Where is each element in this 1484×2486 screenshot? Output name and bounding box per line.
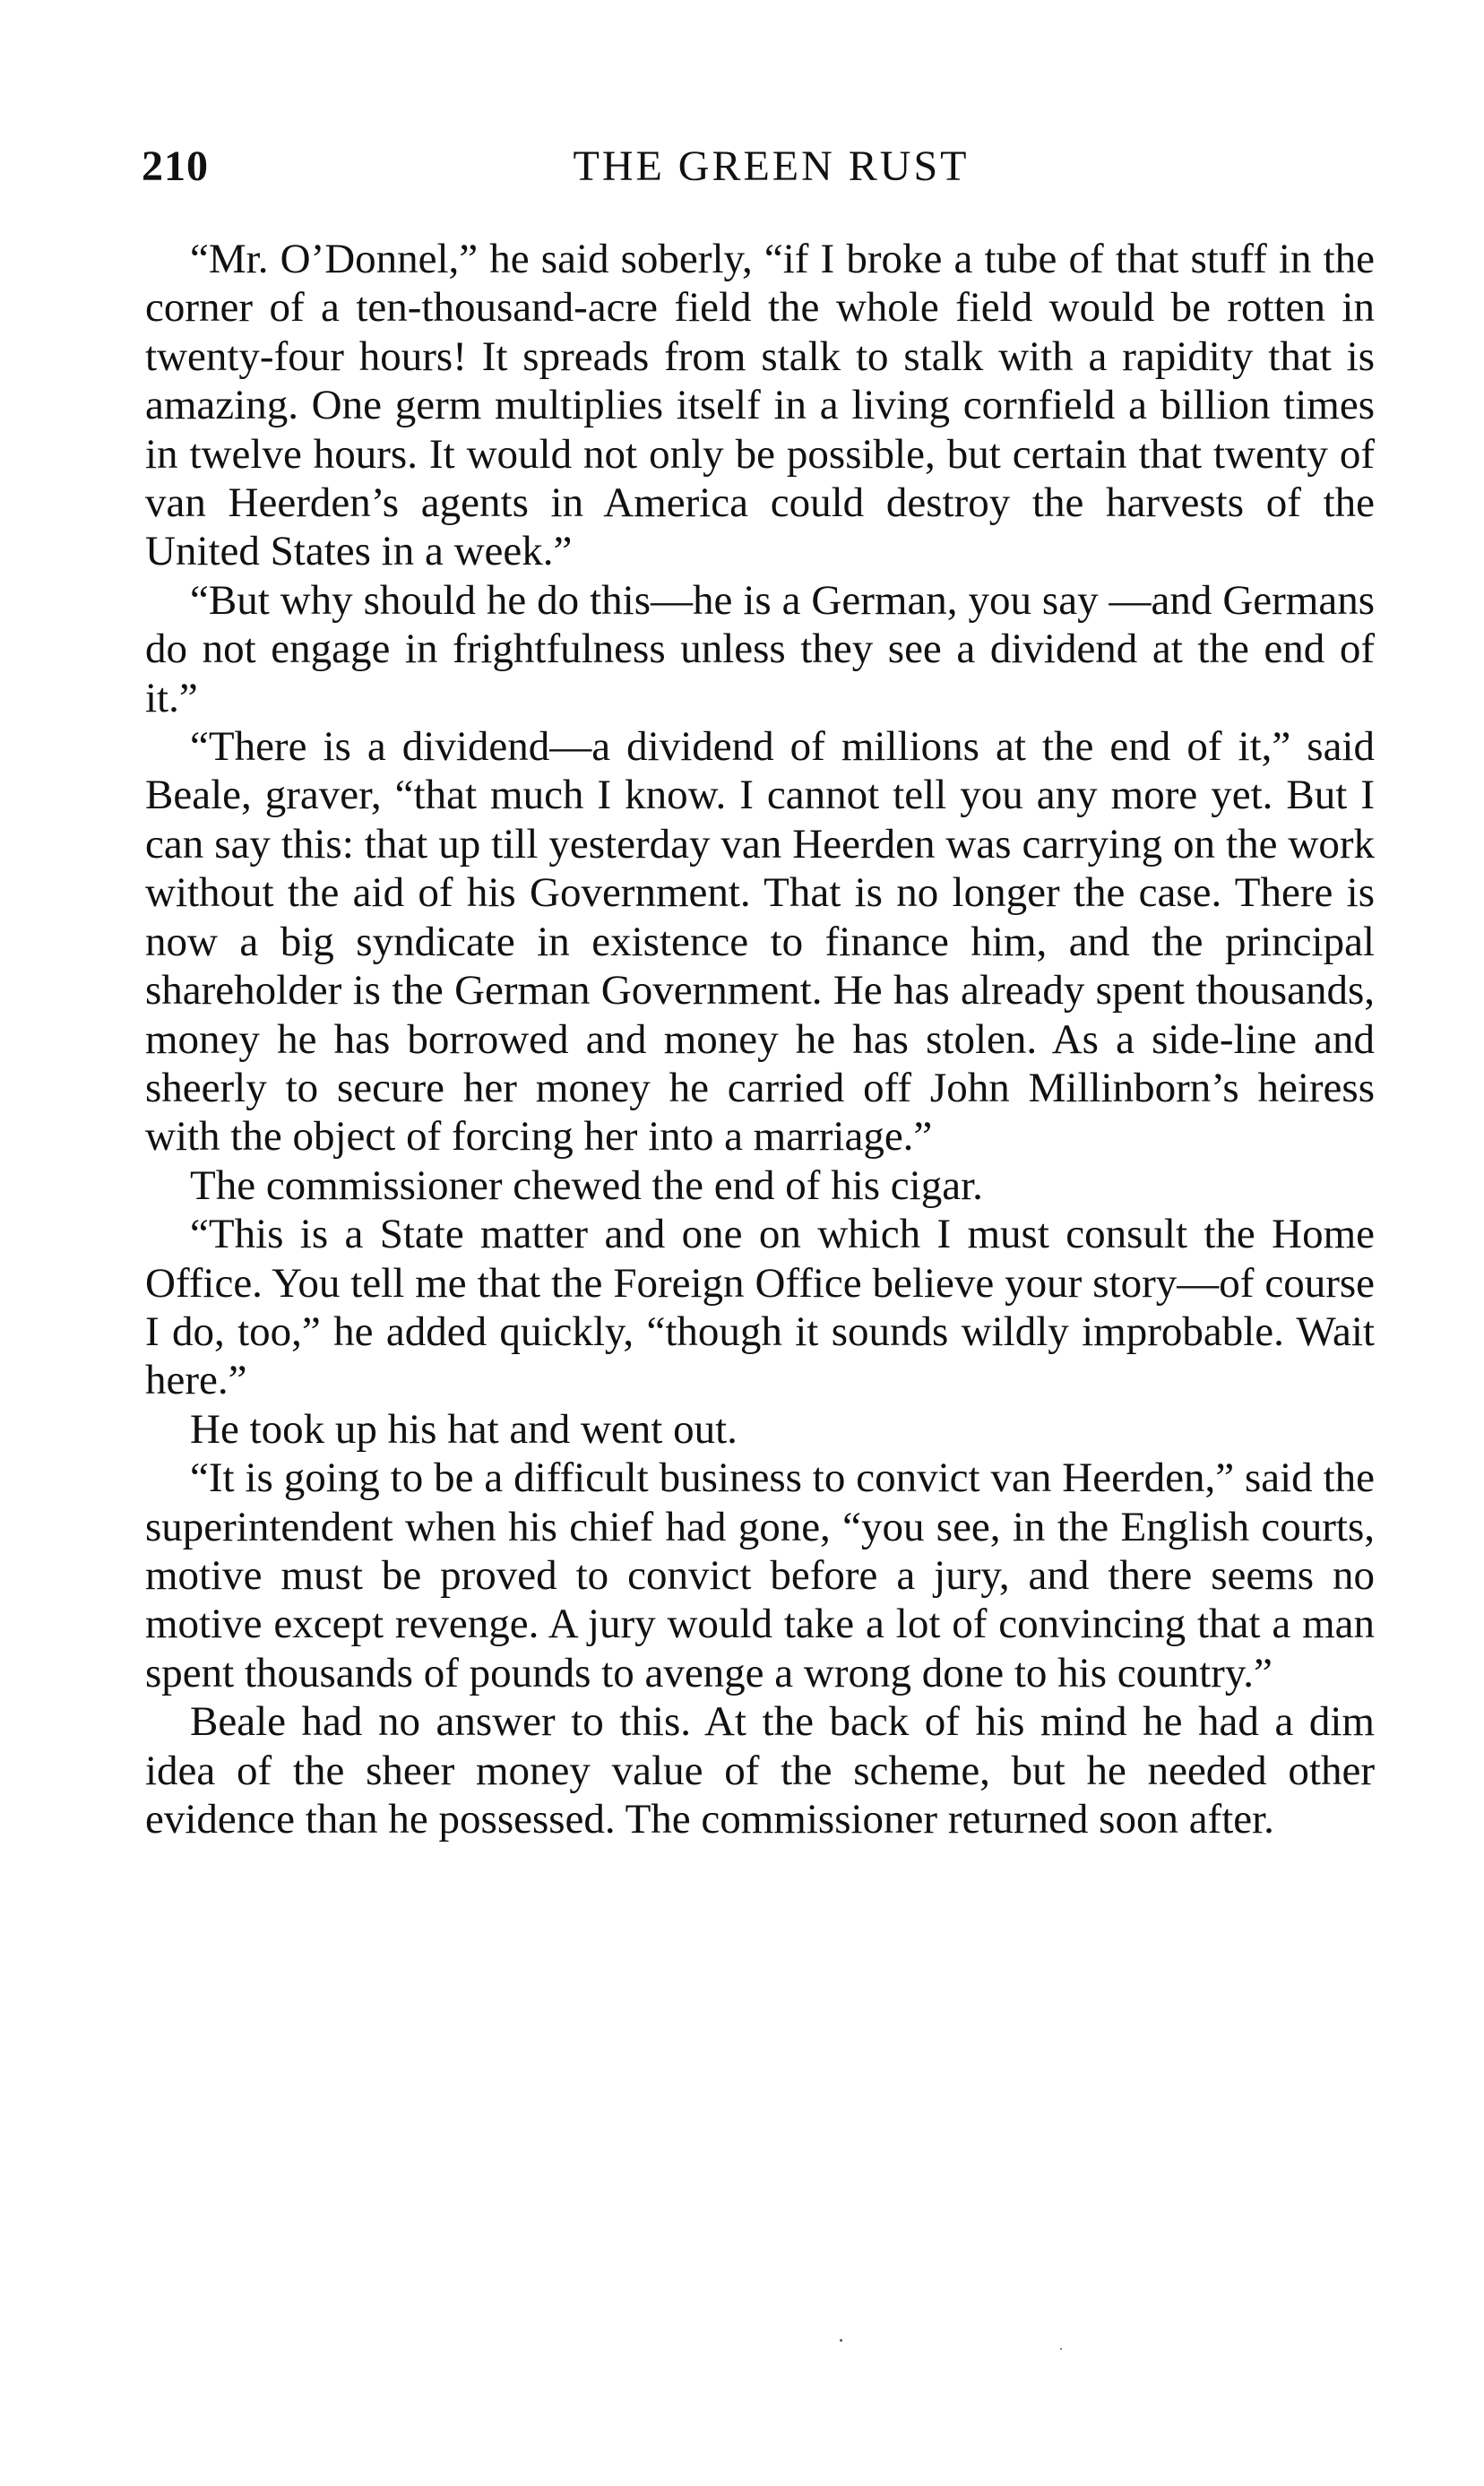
running-head bbox=[142, 142, 1378, 195]
paragraph: “There is a dividend—a dividend of millions at the end of it,” said Beale, graver, “that much I know. I cannot tell you any more yet. But I can say this: that up till yesterday van Heerden was carrying on the work without the aid of his Government. That is no longer the case. There is now a big syndicate in existence to finance him, and the principal shareholder is the German Government. He has already spent thousands, money he has borrowed and money he has stolen. As a side-line and sheerly to secure her money he carried off John Millinborn’s heiress with the object of forcing her into a marriage.” bbox=[145, 723, 1375, 1161]
paragraph: “It is going to be a difficult business to convict van Heerden,” said the superintendent when his chief had gone, “you see, in the English courts, motive must be proved to convict before a jury, and there seems no motive except revenge. A jury would take a lot of convincing that a man spent thousands of pounds to avenge a wrong done to his country.” bbox=[145, 1454, 1375, 1696]
paragraph: The commissioner chewed the end of his cigar. bbox=[190, 1161, 983, 1209]
paragraph: “This is a State matter and one on which I must consult the Home Office. You tell me that the Foreign Office believe your story—of course I do, too,” he added quickly, “though it sounds wildly improbable. Wait here.” bbox=[145, 1211, 1375, 1404]
ink-speck bbox=[840, 2339, 842, 2342]
book-title: THE GREEN RUST bbox=[573, 142, 970, 190]
paragraph: Beale had no answer to this. At the back of his mind he had a dim idea of the sheer money value of the scheme, but he needed other evidence than he possessed. The commissioner returned soon after. bbox=[145, 1698, 1375, 1843]
body-text bbox=[145, 235, 1375, 1843]
paragraph: “But why should he do this—he is a German, you say —and Germans do not engage in frightfulness unless they see a dividend at the end of it.” bbox=[145, 576, 1375, 721]
ink-speck bbox=[1060, 2348, 1062, 2350]
paragraph: He took up his hat and went out. bbox=[190, 1405, 738, 1453]
page-number: 210 bbox=[142, 142, 209, 190]
paragraph: “Mr. O’Donnel,” he said soberly, “if I broke a tube of that stuff in the corner of a ten-thousand-acre field the whole field would be rotten in twenty-four hours! It spreads from stalk to stalk with a rapidity that is amazing. One germ multiplies itself in a living cornfield a billion times in twelve hours. It would not only be possible, but certain that twenty of van Heerden’s agents in America could destroy the harvests of the United States in a week.” bbox=[145, 236, 1375, 575]
